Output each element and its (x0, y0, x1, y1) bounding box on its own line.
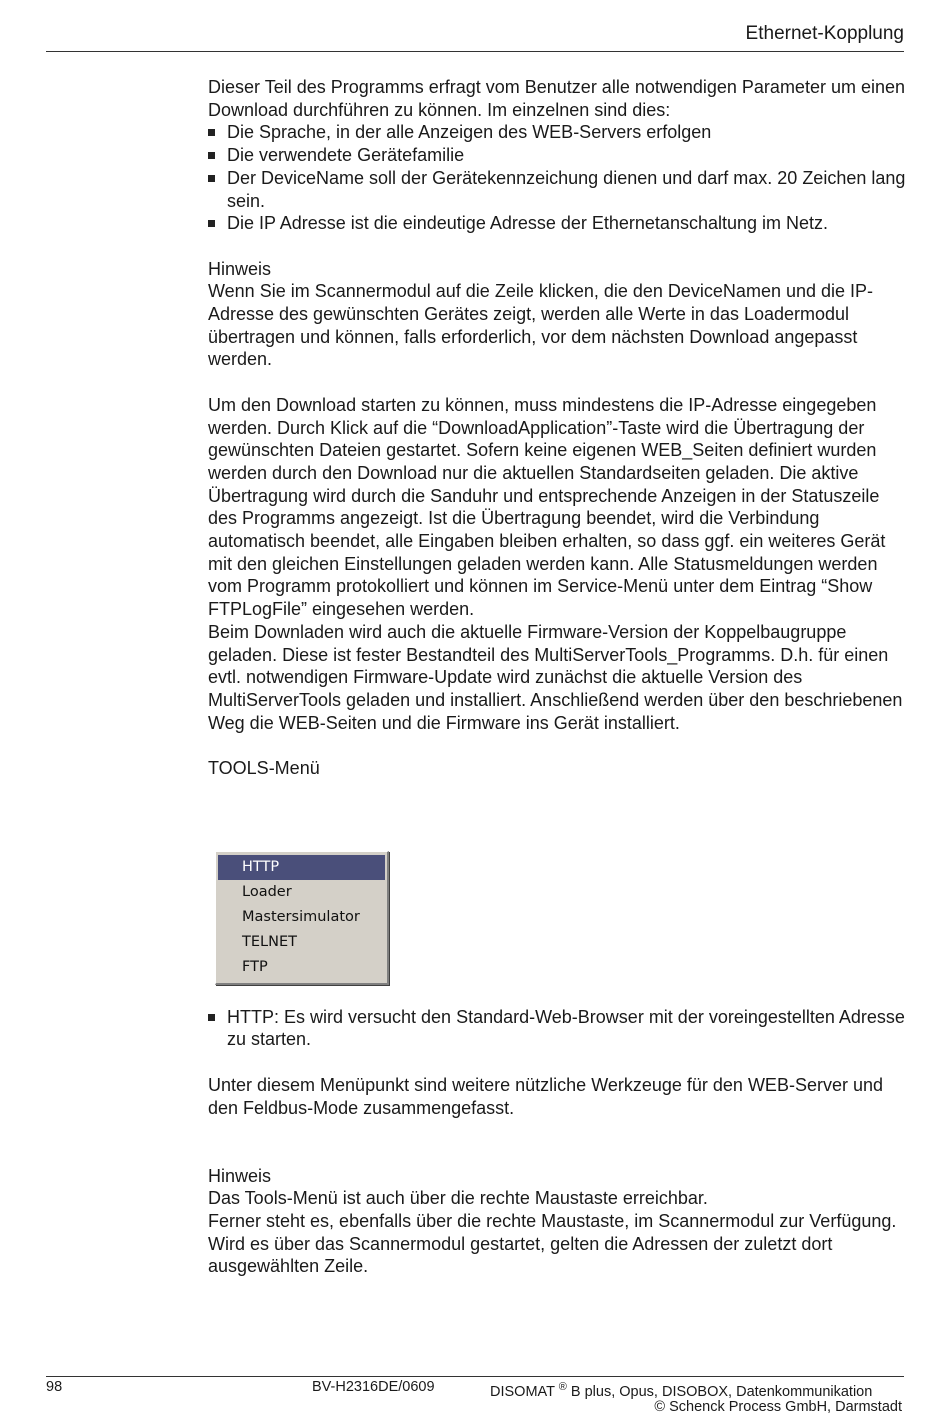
menu-item-mastersimulator[interactable]: Mastersimulator (242, 909, 360, 925)
download-paragraph: Um den Download starten zu können, muss mindestens die IP-Adresse eingegeben werden. Durch Klick auf die “DownloadApplication”-Taste wird die Übertragung der gewünschten Dateien gestartet. Sofern keine eigenen WEB_Seiten definiert wurden werden durch den Download nur die aktuellen Standardseiten geladen. Die aktive Übertragung wird durch die Sanduhr und entsprechende Anzeigen in der Statuszeile des Programms angezeigt. Ist die Übertragung beendet, wird die Verbindung automatisch beendet, alle Eingaben bleiben erhalten, so dass ggf. ein weiteres Gerät mit den gleichen Einstellungen geladen werden kann. Alle Statusmeldungen werden vom Programm protokolliert und können im Service-Menü unter dem Eintrag “Show FTPLogFile” eingesehen werden. (208, 394, 886, 620)
menu-item-ftp[interactable]: FTP (242, 959, 268, 975)
intro-paragraph: Dieser Teil des Programms erfragt vom Benutzer alle notwendigen Parameter um einen Download durchführen zu können. Im einzelnen sind dies: (208, 77, 905, 120)
firmware-paragraph: Beim Downladen wird auch die aktuelle Firmware-Version der Koppelbaugruppe geladen. Diese ist fester Bestandteil des MultiServerTools_Programms. D.h. für einen evtl. notwendigen Firmware-Update wird zunächst die aktuelle Version des MultiServerTools geladen und installiert. Anschließend werden über den beschriebenen Weg die WEB-Seiten und die Firmware ins Gerät installiert. (208, 621, 903, 733)
product-description: B plus, Opus, DISOBOX, Datenkommunikation (566, 1384, 873, 1400)
note-heading: Hinweis (208, 258, 272, 279)
note-heading: Hinweis (208, 1165, 272, 1186)
note-text: Wenn Sie im Scannermodul auf die Zeile klicken, die den DeviceNamen und die IP-Adresse des gewünschten Gerätes zeigt, werden alle Werte in das Loadermodul übertragen und können, falls erforderlich, vor dem nächsten Download angepasst werden. (208, 281, 874, 370)
copyright: © Schenck Process GmbH, Darmstadt (654, 1399, 902, 1415)
product-name: DISOMAT (490, 1384, 555, 1400)
menu-item-http[interactable]: HTTP (218, 855, 385, 880)
page-number: 98 (46, 1379, 63, 1395)
list-item: HTTP: Es wird versucht den Standard-Web-Browser mit der voreingestellten Adresse zu starten. (208, 1006, 908, 1051)
running-header-title: Ethernet-Kopplung (745, 23, 904, 44)
tools-menu-heading: TOOLS-Menü (208, 758, 320, 779)
tools-description: Unter diesem Menüpunkt sind weitere nützliche Werkzeuge für den WEB-Server und den Feldbus-Mode zusammengefasst. (208, 1074, 883, 1118)
tools-menu-screenshot (215, 851, 389, 985)
note-text: Ferner steht es, ebenfalls über die rechte Maustaste, im Scannermodul zur Verfügung. Wird es über das Scannermodul gestartet, gelten die Adressen der zuletzt dort ausgewählten Zeile. (208, 1211, 897, 1277)
document-id: BV-H2316DE/0609 (312, 1379, 435, 1395)
menu-item-telnet[interactable]: TELNET (242, 934, 297, 950)
note-text: Das Tools-Menü ist auch über die rechte Maustaste erreichbar. (208, 1188, 708, 1209)
parameter-list (208, 121, 908, 235)
page-body (208, 76, 908, 1278)
http-list (208, 1006, 908, 1051)
list-item: Der DeviceName soll der Gerätekennzeichung dienen und darf max. 20 Zeichen lang sein. (208, 167, 908, 212)
list-item: Die verwendete Gerätefamilie (208, 144, 908, 167)
list-item: Die IP Adresse ist die eindeutige Adresse der Ethernetanschaltung im Netz. (208, 212, 908, 235)
footer-divider (46, 1376, 904, 1377)
list-item: Die Sprache, in der alle Anzeigen des WEB-Servers erfolgen (208, 121, 908, 144)
registered-mark: ® (558, 1381, 567, 1393)
menu-item-loader[interactable]: Loader (242, 884, 292, 900)
header-divider (46, 51, 904, 52)
